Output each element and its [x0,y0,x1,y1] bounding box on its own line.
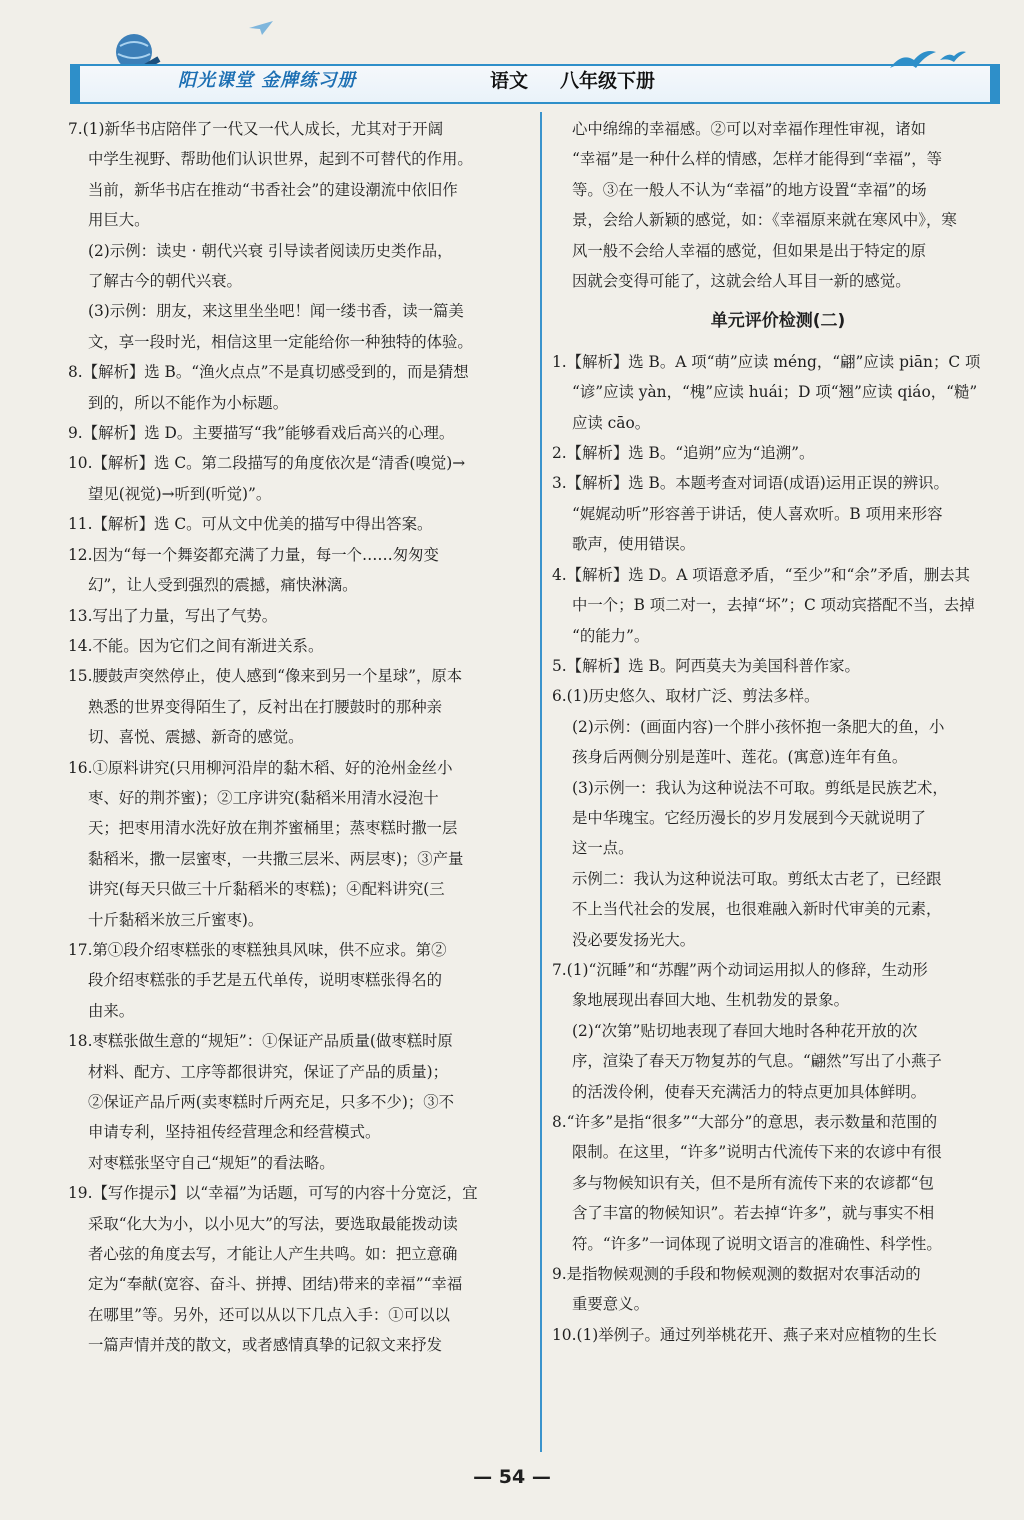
page-header [0,0,1024,112]
answer-continuation-line: 中一个；B 项二对一，去掉“坏”；C 项动宾搭配不当，去掉 [572,596,975,615]
answer-continuation-line: 这一点。 [572,839,634,858]
answer-continuation-line: 用巨大。 [88,211,150,230]
answer-continuation-line: 示例二：我认为这种说法可取。剪纸太古老了，已经跟 [572,869,942,888]
answer-continuation-line: 应读 cāo。 [572,413,651,432]
answer-continuation-line: 歌声，使用错误。 [572,535,696,554]
answer-continuation-line: 风一般不会给人幸福的感觉，但如果是出于特定的原 [572,241,926,260]
answer-continuation-line: 景，会给人新颖的感觉，如：《幸福原来就在寒风中》，寒 [572,211,957,230]
answer-continuation-line: 幻”，让人受到强烈的震撼，痛快淋漓。 [88,576,358,595]
right-column [552,114,1004,1350]
answer-continuation-line: “的能力”。 [572,626,650,645]
answer-continuation-line: 是中华瑰宝。它经历漫长的岁月发展到今天就说明了 [572,808,926,827]
answer-continuation-line: 中学生视野、帮助他们认识世界，起到不可替代的作用。 [88,150,473,169]
answer-continuation-line: 在哪里”等。另外，还可以从以下几点入手：①可以以 [88,1305,450,1324]
answer-continuation-line: 符。“许多”一词体现了说明文语言的准确性、科学性。 [572,1234,942,1253]
answer-item-line: 5.【解析】选 B。阿西莫夫为美国科普作家。 [552,656,860,675]
answer-continuation-line: (2)示例：读史 · 朝代兴衰 引导读者阅读历史类作品， [88,241,453,260]
answer-continuation-line: 定为“奉献(宽容、奋斗、拼搏、团结)带来的幸福”“幸福 [88,1275,463,1294]
answer-item-line: 11.【解析】选 C。可从文中优美的描写中得出答案。 [68,515,433,534]
answer-continuation-line: 文，享一段时光，相信这里一定能给你一种独特的体验。 [88,332,473,351]
answer-continuation-line: 熟悉的世界变得陌生了，反衬出在打腰鼓时的那种亲 [88,697,442,716]
answer-continuation-line: “谚”应读 yàn，“槐”应读 huái；D 项“翘”应读 qiáo，“糙” [572,383,978,402]
answer-continuation-line: 没必要发扬光大。 [572,930,696,949]
answer-continuation-line: 孩身后两侧分别是莲叶、莲花。(寓意)连年有鱼。 [572,748,908,767]
birds-icon [880,38,970,78]
left-column [68,114,528,1361]
answer-item-line: 12.因为“每一个舞姿都充满了力量，每一个……匆匆变 [68,545,439,564]
answer-continuation-line: 重要意义。 [572,1295,649,1314]
answer-item-line: 15.腰鼓声突然停止，使人感到“像来到另一个星球”，原本 [68,667,463,686]
answer-continuation-line: 的活泼伶俐，使春天充满活力的特点更加具体鲜明。 [572,1082,926,1101]
answer-item-line: 19.【写作提示】以“幸福”为话题，可写的内容十分宽泛，宜 [68,1184,478,1203]
column-divider [540,112,542,1452]
grade-label: 八年级下册 [560,70,656,92]
paper-plane-icon [248,20,274,36]
answer-continuation-line: 了解古今的朝代兴衰。 [88,272,242,291]
answer-continuation-line: 多与物候知识有关，但不是所有流传下来的农谚都“包 [572,1173,934,1192]
answer-item-line: 7.(1)“沉睡”和“苏醒”两个动词运用拟人的修辞，生动形 [552,960,928,979]
answer-continuation-line: 黏稻米，撒一层蜜枣，一共撒三层米、两层枣)；③产量 [88,849,464,868]
answer-item-line: 4.【解析】选 D。A 项语意矛盾，“至少”和“余”矛盾，删去其 [552,565,970,584]
answer-item-line: 18.枣糕张做生意的“规矩”：①保证产品质量(做枣糕时原 [68,1032,453,1051]
answer-item-line: 6.(1)历史悠久、取材广泛、剪法多样。 [552,687,820,706]
answer-continuation-line: ②保证产品斤两(卖枣糕时斤两充足，只多不少)；③不 [88,1093,454,1111]
answer-item-line: 3.【解析】选 B。本题考查对词语(成语)运用正误的辨识。 [552,474,949,493]
answer-continuation-line: 对枣糕张坚守自己“规矩”的看法略。 [88,1153,335,1172]
answer-continuation-line: “娓娓动听”形容善于讲话，使人喜欢听。B 项用来形容 [572,504,943,523]
answer-item-line: 2.【解析】选 B。“追朔”应为“追溯”。 [552,444,815,463]
answer-continuation-line: 申请专利，坚持祖传经营理念和经营模式。 [88,1123,381,1142]
answer-continuation-line: 采取“化大为小，以小见大”的写法，要选取最能拨动读 [88,1214,458,1233]
answer-continuation-line: 材料、配方、工序等都很讲究，保证了产品的质量)； [88,1062,448,1081]
answer-continuation-line: 一篇声情并茂的散文，或者感情真挚的记叙文来抒发 [88,1336,442,1355]
answer-continuation-line: 含了丰富的物候知识”。若去掉“许多”，就与事实不相 [572,1204,935,1223]
answer-item-line: 10.(1)举例子。通过列举桃花开、燕子来对应植物的生长 [552,1325,937,1344]
answer-continuation-line: 望见(视觉)→听到(听觉)”。 [88,484,272,503]
answer-continuation-line: 枣、好的荆芥蜜)；②工序讲究(黏稻米用清水浸泡十 [88,788,439,807]
answer-continuation-line: 因就会变得可能了，这就会给人耳目一新的感觉。 [572,272,911,291]
answer-item-line: 8.“许多”是指“很多”“大部分”的意思，表示数量和范围的 [552,1113,938,1131]
answer-continuation-line: 者心弦的角度去写，才能让人产生共鸣。如：把立意确 [88,1245,458,1264]
answer-continuation-line: 限制。在这里，“许多”说明古代流传下来的农谚中有很 [572,1143,942,1162]
answer-item-line: 9.【解析】选 D。主要描写“我”能够看戏后高兴的心理。 [68,424,455,443]
series-title: 阳光课堂 金牌练习册 [178,70,357,91]
answer-continuation-line: (2)“次第”贴切地表现了春回大地时各种花开放的次 [572,1021,918,1040]
answer-continuation-line: 当前，新华书店在推动“书香社会”的建设潮流中依旧作 [88,180,458,199]
answer-continuation-line: 段介绍枣糕张的手艺是五代单传，说明枣糕张得名的 [88,971,442,990]
answer-item-line: 17.第①段介绍枣糕张的枣糕独具风味，供不应求。第② [68,940,447,959]
answer-continuation-line: 由来。 [88,1001,135,1020]
answer-continuation-line: “幸福”是一种什么样的情感，怎样才能得到“幸福”，等 [572,150,943,169]
answer-continuation-line: (2)示例：(画面内容)一个胖小孩怀抱一条肥大的鱼，小 [572,717,945,736]
answer-continuation-line: 到的，所以不能作为小标题。 [88,393,289,412]
answer-item-line: 7.(1)新华书店陪伴了一代又一代人成长，尤其对于开阔 [68,120,444,138]
answer-item-line: 9.是指物候观测的手段和物候观测的数据对农事活动的 [552,1265,921,1284]
answer-continuation-line: (3)示例：朋友，来这里坐坐吧！闻一缕书香，读一篇美 [88,302,464,321]
answer-item-line: 13.写出了力量，写出了气势。 [68,606,278,625]
answer-continuation-line: (3)示例一：我认为这种说法不可取。剪纸是民族艺术， [572,778,948,797]
answer-continuation-line: 天；把枣用清水洗好放在荆芥蜜桶里；蒸枣糕时撒一层 [88,819,458,838]
answer-item-line: 16.①原料讲究(只用柳河沿岸的黏木稻、好的沧州金丝小 [68,758,453,777]
section-title: 单元评价检测(二) [710,311,846,332]
answer-item-line: 10.【解析】选 C。第二段描写的角度依次是“清香(嗅觉)→ [68,454,466,473]
answer-item-line: 14.不能。因为它们之间有渐进关系。 [68,636,324,655]
answer-continuation-line: 不上当代社会的发展，也很难融入新时代审美的元素， [572,900,942,919]
subject-label: 语文 [490,70,529,92]
answer-continuation-line: 心中绵绵的幸福感。②可以对幸福作理性审视，诸如 [572,120,926,138]
answer-continuation-line: 象地展现出春回大地、生机勃发的景象。 [572,991,850,1010]
answer-item-line: 8.【解析】选 B。“渔火点点”不是真切感受到的，而是猜想 [68,363,469,382]
answer-continuation-line: 切、喜悦、震撼、新奇的感觉。 [88,728,304,747]
answer-continuation-line: 序，渲染了春天万物复苏的气息。“翩然”写出了小燕子 [572,1052,942,1071]
page-number: — 54 — [473,1466,551,1488]
answer-continuation-line: 等。③在一般人不认为“幸福”的地方设置“幸福”的场 [572,180,927,199]
answer-continuation-line: 十斤黏稻米放三斤蜜枣)。 [88,910,264,929]
answer-item-line: 1.【解析】选 B。A 项“萌”应读 méng，“翩”应读 piān；C 项 [552,352,981,371]
answer-continuation-line: 讲究(每天只做三十斤黏稻米的枣糕)；④配料讲究(三 [88,880,445,899]
